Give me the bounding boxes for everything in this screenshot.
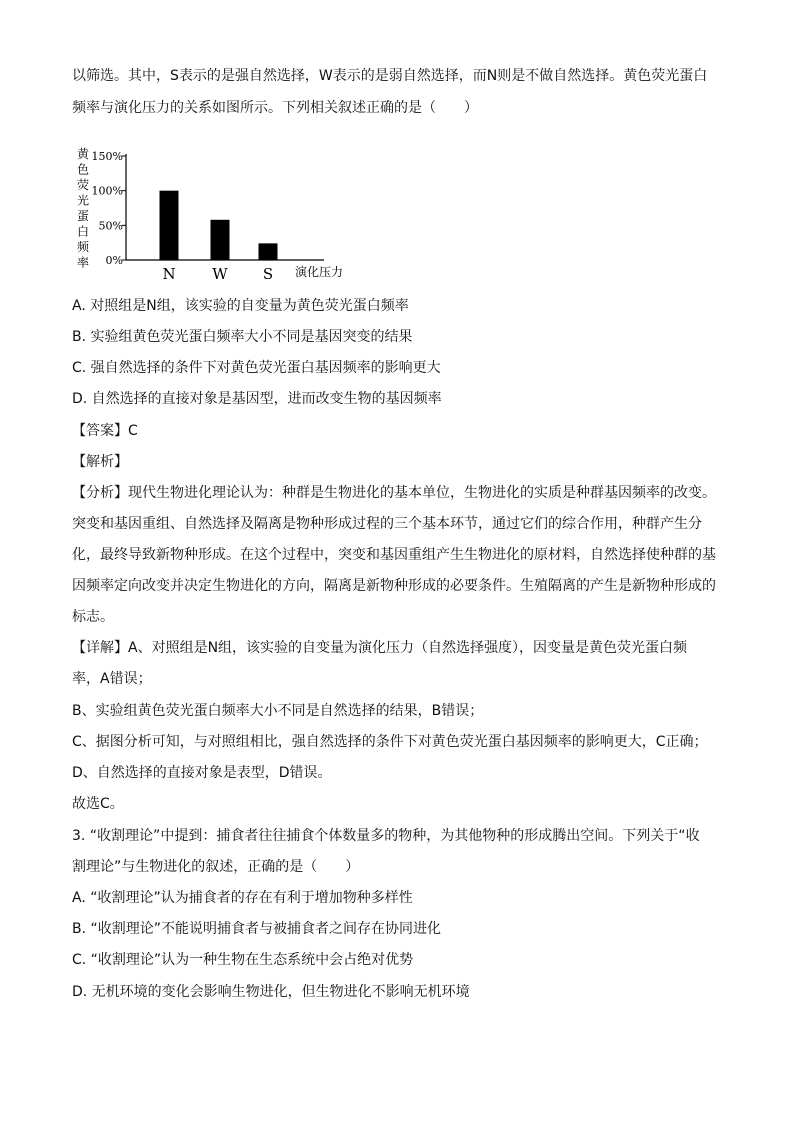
q3-option-a: A. “收割理论”认为捕食者的存在有利于增加物种多样性 [72, 890, 413, 906]
answer-line: 【答案】C [72, 423, 138, 439]
x-axis-label: 演化压力 [295, 265, 344, 279]
option-c: C. 强自然选择的条件下对黄色荧光蛋白基因频率的影响更大 [72, 360, 441, 376]
x-category-label: N [162, 265, 176, 282]
bar-chart [72, 142, 372, 282]
analysis-line: 化，最终导致新物种形成。在这个过程中，突变和基因重组产生生物进化的原材料，自然选择使种群的基 [72, 547, 716, 563]
y-axis-label-char: 白 [76, 224, 90, 239]
q3-option-c: C. “收割理论”认为一种生物在生态系统中会占绝对优势 [72, 952, 414, 968]
bar-S [259, 243, 278, 260]
q3-option-b: B. “收割理论”不能说明捕食者与被捕食者之间存在协同进化 [72, 921, 442, 937]
detail-line: C、据图分析可知，与对照组相比，强自然选择的条件下对黄色荧光蛋白基因频率的影响更大，C正确； [72, 734, 708, 750]
y-axis-ticks [92, 150, 126, 267]
analysis-heading: 【解析】 [72, 454, 128, 470]
option-a: A. 对照组是N组，该实验的自变量为黄色荧光蛋白频率 [72, 298, 409, 314]
y-tick-label: 100% [91, 184, 123, 198]
y-axis-label-char: 蛋 [76, 209, 90, 223]
bars [160, 191, 278, 260]
chart-svg [72, 142, 372, 282]
option-b: B. 实验组黄色荧光蛋白频率大小不同是基因突变的结果 [72, 329, 413, 345]
y-tick-label: 150% [91, 150, 123, 163]
bar-N [160, 191, 179, 260]
analysis-line: 标志。 [72, 609, 114, 625]
y-axis-label-char: 率 [76, 255, 90, 270]
x-category-label: W [212, 265, 228, 282]
y-tick-label: 50% [98, 219, 123, 233]
analysis-line: 突变和基因重组、自然选择及隔离是物种形成过程的三个基本环节，通过它们的综合作用，种群产生分 [72, 516, 702, 532]
detail-line: B、实验组黄色荧光蛋白频率大小不同是自然选择的结果，B错误； [72, 703, 484, 719]
y-tick-label: 0% [105, 254, 123, 267]
y-axis-label-char: 荧 [76, 178, 90, 192]
analysis-line: 【分析】现代生物进化理论认为：种群是生物进化的基本单位，生物进化的实质是种群基因频率的改变。 [72, 485, 716, 501]
y-axis-label-char: 光 [76, 193, 90, 208]
y-axis-label-char: 黄 [76, 147, 90, 161]
option-d: D. 自然选择的直接对象是基因型，进而改变生物的基因频率 [72, 391, 442, 407]
bar-W [211, 220, 230, 260]
intro-line: 以筛选。其中，S表示的是强自然选择，W表示的是弱自然选择，而N则是不做自然选择。黄色荧光蛋白 [72, 68, 708, 84]
q3-stem: 割理论”与生物进化的叙述，正确的是（ ） [72, 859, 360, 875]
q3-option-d: D. 无机环境的变化会影响生物进化，但生物进化不影响无机环境 [72, 984, 470, 1000]
detail-line: 率，A错误； [72, 671, 152, 687]
detail-line: 故选C。 [72, 796, 124, 812]
detail-line: D、自然选择的直接对象是表型，D错误。 [72, 765, 332, 781]
y-axis-label-char: 色 [76, 162, 90, 177]
intro-line: 频率与演化压力的关系如图所示。下列相关叙述正确的是（ ） [72, 100, 478, 116]
q3-stem: 3. “收割理论”中提到：捕食者往往捕食个体数量多的物种，为其他物种的形成腾出空间。下列关于“收 [72, 828, 700, 844]
y-axis-label-char: 频 [76, 240, 90, 254]
analysis-line: 因频率定向改变并决定生物进化的方向，隔离是新物种形成的必要条件。生殖隔离的产生是新物种形成的 [72, 578, 716, 594]
y-axis-label [77, 147, 90, 270]
x-axis-categories [162, 265, 273, 282]
x-category-label: S [262, 265, 274, 282]
detail-line: 【详解】A、对照组是N组，该实验的自变量为演化压力（自然选择强度），因变量是黄色荧光蛋白频 [72, 640, 688, 656]
